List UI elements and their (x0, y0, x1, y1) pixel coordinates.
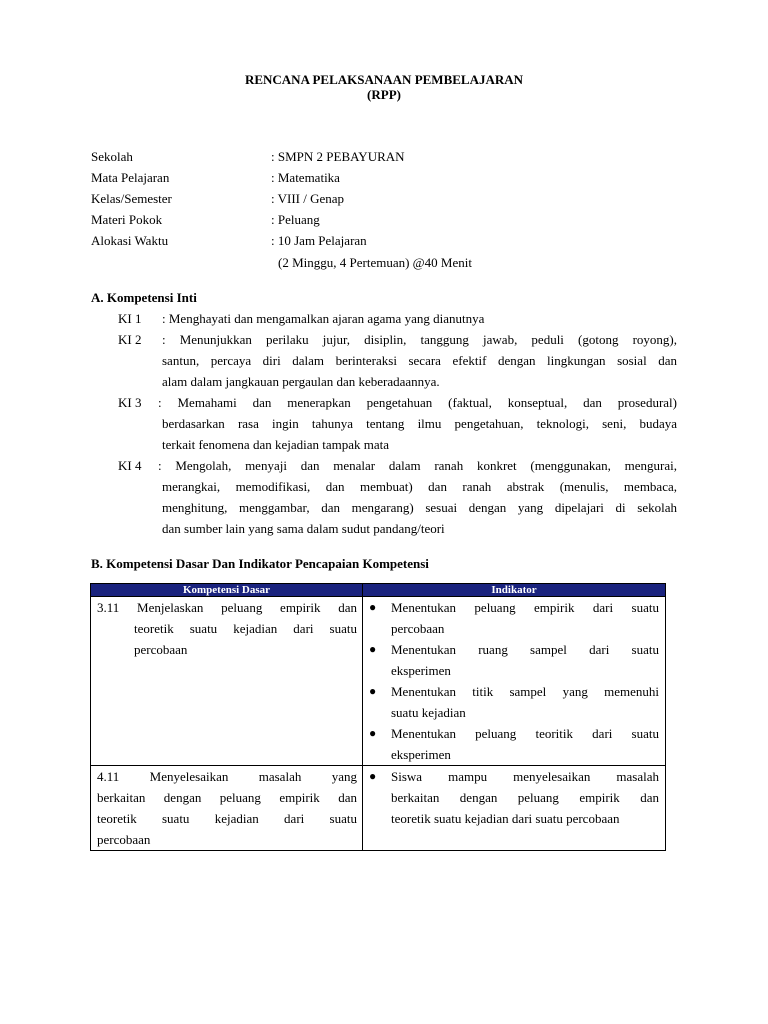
kd-line: teoretik suatu kejadian dari suatu (134, 621, 357, 636)
kd-line: 4.11 Menyelesaikan masalah yang (97, 769, 357, 784)
document-subtitle: (RPP) (367, 87, 401, 102)
header-indikator: Indikator (363, 584, 666, 597)
indikator-line: percobaan (391, 621, 445, 636)
section-b-heading: B. Kompetensi Dasar Dan Indikator Pencapaian Kompetensi (91, 556, 429, 571)
indikator-cell (363, 597, 666, 766)
indikator-line: Menentukan ruang sampel dari suatu (391, 642, 659, 657)
indikator-line: eksperimen (391, 663, 451, 678)
identity-label-sekolah: Sekolah (91, 149, 133, 164)
kd-line: percobaan (97, 832, 151, 847)
document-title: RENCANA PELAKSANAAN PEMBELAJARAN (244, 72, 524, 87)
identity-label-alokasi: Alokasi Waktu (91, 233, 169, 248)
bullet-icon: ● (369, 726, 377, 740)
ki-text-line: menghitung, menggambar, dan mengarang) sesuai dengan yang dipelajari di sekolah (162, 500, 677, 515)
kd-line: 3.11 Menjelaskan peluang empirik dan (97, 600, 357, 615)
bullet-icon: ● (369, 769, 377, 783)
ki-text-line: : Mengolah, menyaji dan menalar dalam ranah konkret (menggunakan, mengurai, (158, 458, 677, 473)
identity-value-materi: : Peluang (271, 212, 320, 227)
identity-value-kelas: : VIII / Genap (271, 191, 345, 206)
table-header-row (91, 584, 666, 597)
kd-line: berkaitan dengan peluang empirik dan (97, 790, 357, 805)
indikator-line: berkaitan dengan peluang empirik dan (391, 790, 659, 805)
ki-label: KI 2 (118, 332, 142, 347)
header-kompetensi-dasar: Kompetensi Dasar (91, 584, 363, 597)
indikator-line: Menentukan peluang empirik dari suatu (391, 600, 659, 615)
indikator-line: Menentukan peluang teoritik dari suatu (391, 726, 659, 741)
ki-text-line: berdasarkan rasa ingin tahunya tentang ilmu pengetahuan, teknologi, seni, budaya (162, 416, 677, 431)
indikator-item (368, 723, 659, 765)
indikator-item (368, 766, 659, 829)
ki-text-line: : Menghayati dan mengamalkan ajaran agama yang dianutnya (162, 311, 485, 326)
table-row (91, 766, 666, 851)
ki-text-line: merangkai, memodifikasi, dan membuat) dan ranah abstrak (menulis, membaca, (162, 479, 677, 494)
ki-text-line: dan sumber lain yang sama dalam sudut pandang/teori (162, 521, 445, 536)
section-a-heading: A. Kompetensi Inti (91, 290, 197, 305)
bullet-icon: ● (369, 642, 377, 656)
identity-label-mapel: Mata Pelajaran (91, 170, 170, 185)
kd-indikator-table (90, 583, 666, 851)
ki-text-line: : Menunjukkan perilaku jujur, disiplin, tanggung jawab, peduli (gotong royong), (162, 332, 677, 347)
identity-value-alokasi: : 10 Jam Pelajaran (271, 233, 367, 248)
indikator-line: suatu kejadian (391, 705, 466, 720)
table-row (91, 597, 666, 766)
ki-text-line: terkait fenomena dan kejadian tampak mata (162, 437, 390, 452)
bullet-icon: ● (369, 684, 377, 698)
kd-cell (91, 597, 363, 766)
identity-label-kelas: Kelas/Semester (91, 191, 172, 206)
identity-alokasi-detail: (2 Minggu, 4 Pertemuan) @40 Menit (278, 255, 472, 270)
ki-label: KI 3 (118, 395, 142, 410)
indikator-line: Menentukan titik sampel yang memenuhi (391, 684, 659, 699)
identity-value-mapel: : Matematika (271, 170, 340, 185)
ki-text-line: : Memahami dan menerapkan pengetahuan (faktual, konseptual, dan prosedural) (158, 395, 677, 410)
kd-cell (91, 766, 363, 851)
indikator-item (368, 681, 659, 723)
indikator-line: Siswa mampu menyelesaikan masalah (391, 769, 659, 784)
identity-value-sekolah: : SMPN 2 PEBAYURAN (271, 149, 405, 164)
ki-label: KI 4 (118, 458, 142, 473)
ki-text-line: santun, percaya diri dalam berinteraksi secara efektif dengan lingkungan sosial dan (162, 353, 677, 368)
indikator-cell (363, 766, 666, 851)
identity-label-materi: Materi Pokok (91, 212, 163, 227)
ki-text-line: alam dalam jangkauan pergaulan dan keberadaannya. (162, 374, 440, 389)
indikator-item (368, 639, 659, 681)
indikator-line: teoretik suatu kejadian dari suatu percobaan (391, 811, 620, 826)
kd-line: teoretik suatu kejadian dari suatu (97, 811, 357, 826)
indikator-item (368, 597, 659, 639)
ki-label: KI 1 (118, 311, 142, 326)
indikator-line: eksperimen (391, 747, 451, 762)
kd-line: percobaan (134, 642, 188, 657)
bullet-icon: ● (369, 600, 377, 614)
